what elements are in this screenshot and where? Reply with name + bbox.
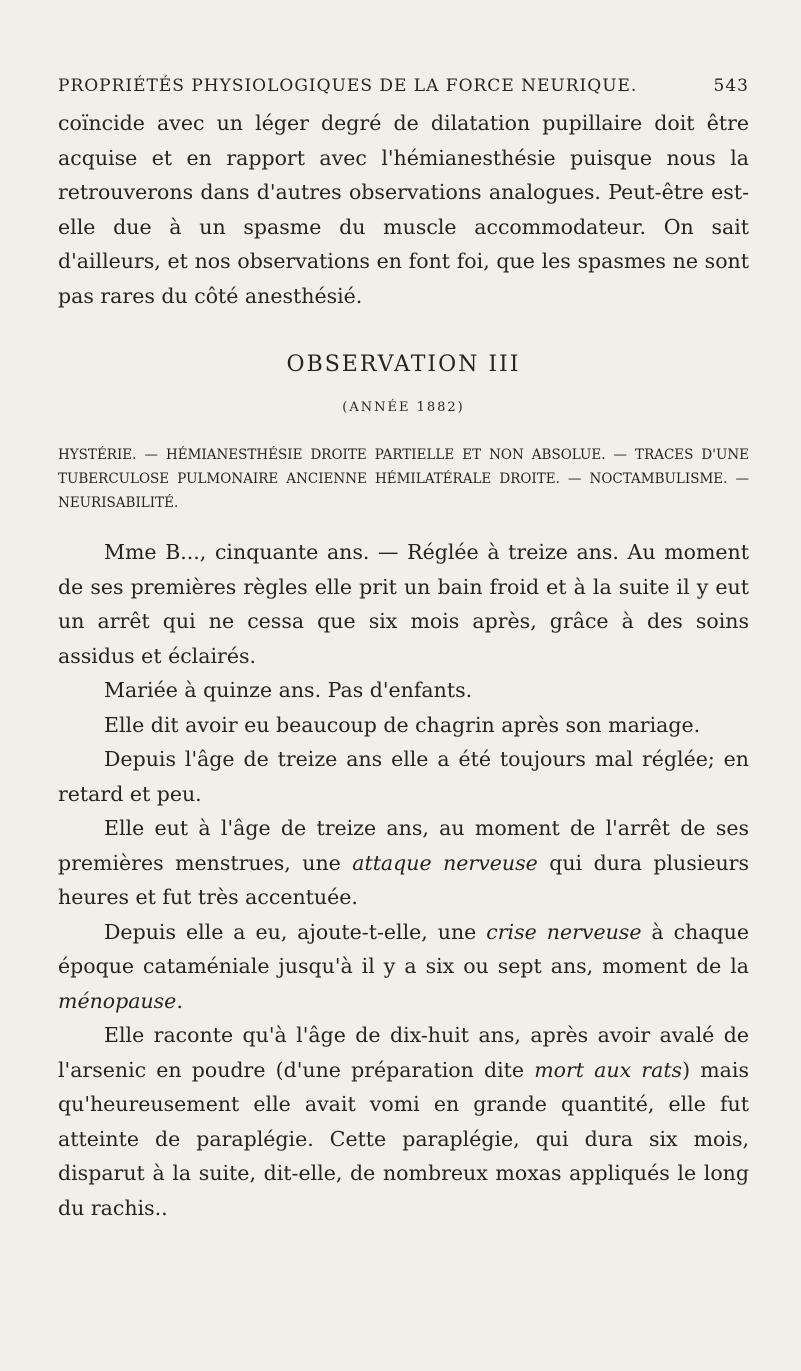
observation-summary: HYSTÉRIE. — HÉMIANESTHÉSIE DROITE PARTIELLE ET NON ABSOLUE. — TRACES D'UNE TUBERCULOSE PULMONAIRE ANCIENNE HÉMILATÉRALE DROITE. — NOCTAMBULISME. — NEURISABILITÉ.	[58, 447, 749, 511]
paragraph-5-text-b: qui dura plusieurs heures et fut très accentuée.	[58, 850, 749, 909]
running-title: PROPRIÉTÉS PHYSIOLOGIQUES DE LA FORCE NEURIQUE.	[58, 76, 638, 96]
paragraph-2: Mariée à quinze ans. Pas d'enfants.	[104, 678, 473, 702]
paragraph-5-text-a: Elle eut à l'âge de treize ans, au moment de l'arrêt de ses premières menstrues, une	[58, 816, 749, 875]
paragraph-7-text-b: ) mais qu'heureusement elle avait vomi en grande quantité, elle fut atteinte de paraplégie. Cette paraplégie, qui dura six mois, disparut à la suite, dit-elle, de nombreux moxas appliqués le long du rachis..	[58, 1057, 749, 1220]
paragraph-5	[58, 811, 749, 915]
paragraph-6	[58, 915, 749, 1019]
emphasis-attaque-nerveuse: attaque nerveuse	[352, 850, 538, 875]
running-head	[58, 76, 749, 96]
paragraph-6-text-a: Depuis elle a eu, ajoute-t-elle, une	[104, 919, 487, 944]
paragraph-7	[58, 1018, 749, 1225]
paragraph-6-text-b: à chaque époque cataméniale jusqu'à il y a six ou sept ans, moment de la	[58, 919, 749, 978]
paragraph-4: Depuis l'âge de treize ans elle a été toujours mal réglée; en retard et peu.	[58, 747, 749, 806]
emphasis-menopause: ménopause	[58, 988, 177, 1013]
emphasis-crise-nerveuse: crise nerveuse	[486, 919, 642, 944]
emphasis-mort-aux-rats: mort aux rats	[534, 1057, 683, 1082]
observation-year: (ANNÉE 1882)	[342, 400, 465, 415]
observation-heading: OBSERVATION III	[286, 352, 521, 377]
intro-paragraph: coïncide avec un léger degré de dilatation pupillaire doit être acquise et en rapport avec l'hémianesthésie puisque nous la retrouverons dans d'autres observations analogues. Peut-être est-elle due à un spasme du muscle accommodateur. On sait d'ailleurs, et nos observations en font foi, que les spasmes ne sont pas rares du côté anesthésié.	[58, 111, 749, 308]
paragraph-3: Elle dit avoir eu beaucoup de chagrin après son mariage.	[104, 712, 701, 737]
paragraph-7-text-a: Elle raconte qu'à l'âge de dix-huit ans, après avoir avalé de l'arsenic en poudre (d'une préparation dite	[58, 1023, 749, 1082]
paragraph-6-text-c: .	[176, 988, 183, 1013]
paragraph-1: Mme B..., cinquante ans. — Réglée à treize ans. Au moment de ses premières règles elle prit un bain froid et à la suite il y eut un arrêt qui ne cessa que six mois après, grâce à des soins assidus et éclairés.	[58, 540, 749, 668]
page-number: 543	[713, 76, 749, 96]
